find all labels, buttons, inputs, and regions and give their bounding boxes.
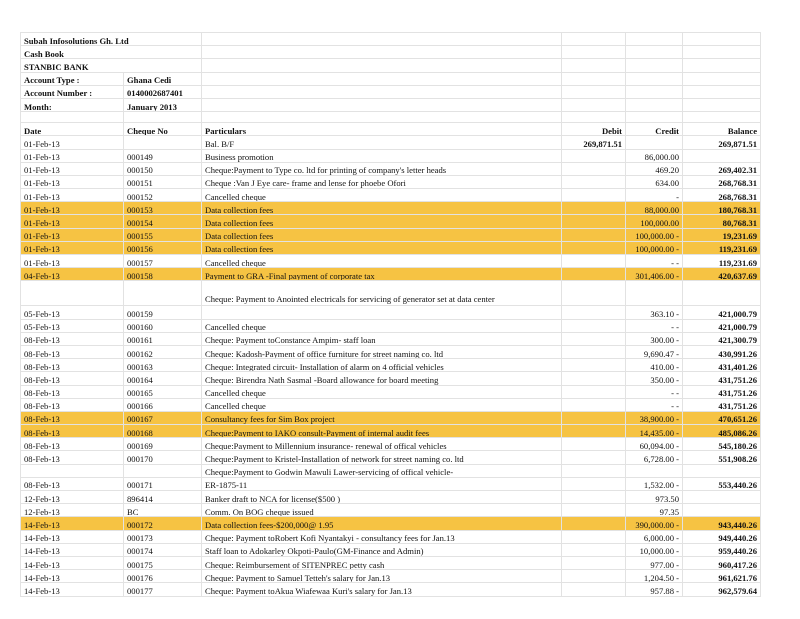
cell-balance: 180,768.31: [683, 202, 761, 215]
cell-particulars: Consultancy fees for Sim Box project: [202, 411, 562, 424]
cell-date: 14-Feb-13: [21, 530, 124, 543]
cell-date: 01-Feb-13: [21, 175, 124, 188]
table-row: [21, 556, 761, 569]
book-title: Cash Book: [21, 46, 202, 59]
cell-balance: 269,871.51: [683, 136, 761, 149]
table-row: [21, 583, 761, 596]
table-row: [21, 359, 761, 372]
table-row: [21, 438, 761, 451]
cell-cheque-no: 000162: [124, 345, 202, 358]
cell-cheque-no: 000149: [124, 149, 202, 162]
column-header-row: [21, 123, 761, 136]
cell-cheque-no: 000155: [124, 228, 202, 241]
cell-balance: 962,579.64: [683, 583, 761, 596]
cell-balance: 959,440.26: [683, 543, 761, 556]
table-row: [21, 255, 761, 268]
cell-date: 12-Feb-13: [21, 491, 124, 504]
cell-particulars: Data collection fees: [202, 202, 562, 215]
column-header-credit: Credit: [626, 123, 683, 136]
table-row: [21, 530, 761, 543]
cell-particulars: Cancelled cheque: [202, 385, 562, 398]
cell-date: 14-Feb-13: [21, 556, 124, 569]
cell-debit: [562, 570, 626, 583]
cell-debit: [562, 425, 626, 438]
cell-date: 01-Feb-13: [21, 162, 124, 175]
cell-date: 01-Feb-13: [21, 189, 124, 202]
cell-debit: [562, 359, 626, 372]
table-row: [21, 319, 761, 332]
cell-particulars: Cheque: Kadosh-Payment of office furniture for street naming co. ltd: [202, 345, 562, 358]
cell-debit: [562, 162, 626, 175]
cell-credit: 88,000.00: [626, 202, 683, 215]
cell-date: 05-Feb-13: [21, 306, 124, 319]
cell-balance: [683, 491, 761, 504]
cell-credit: [626, 464, 683, 477]
cell-credit: 100,000.00 -: [626, 241, 683, 254]
cell-credit: 350.00 -: [626, 372, 683, 385]
cell-credit: 6,000.00 -: [626, 530, 683, 543]
table-row: [21, 345, 761, 358]
cell-date: 08-Feb-13: [21, 451, 124, 464]
cell-cheque-no: 000169: [124, 438, 202, 451]
bank-name: STANBIC BANK: [21, 59, 202, 72]
cell-cheque-no: 000156: [124, 241, 202, 254]
account-number-label: Account Number :: [21, 85, 124, 98]
cell-particulars: Banker draft to NCA for license($500 ): [202, 491, 562, 504]
cell-particulars: Cheque:Payment to IAKO consult-Payment of internal audit fees: [202, 425, 562, 438]
cell-balance: [683, 281, 761, 306]
table-row: [21, 570, 761, 583]
cell-balance: 421,000.79: [683, 306, 761, 319]
cell-balance: 960,417.26: [683, 556, 761, 569]
cell-balance: 551,908.26: [683, 451, 761, 464]
cell-balance: 119,231.69: [683, 255, 761, 268]
cell-date: [21, 281, 124, 306]
cell-debit: [562, 345, 626, 358]
cell-particulars: Cheque: Payment toRobert Kofi Nyantakyi - consultancy fees for Jan.13: [202, 530, 562, 543]
cell-particulars: Cancelled cheque: [202, 398, 562, 411]
column-header-balance: Balance: [683, 123, 761, 136]
table-row: [21, 451, 761, 464]
cell-particulars: Staff loan to Adokarley Okpoti-Paulo(GM-Finance and Admin): [202, 543, 562, 556]
cell-debit: [562, 451, 626, 464]
cell-date: 08-Feb-13: [21, 425, 124, 438]
cell-balance: 470,651.26: [683, 411, 761, 424]
cell-debit: [562, 149, 626, 162]
cell-particulars: Cheque: Birendra Nath Sasmal -Board allowance for board meeting: [202, 372, 562, 385]
cell-credit: [626, 136, 683, 149]
cell-particulars: Payment to GRA -Final payment of corporate tax: [202, 268, 562, 281]
cell-date: 14-Feb-13: [21, 543, 124, 556]
column-header-debit: Debit: [562, 123, 626, 136]
cell-cheque-no: 000150: [124, 162, 202, 175]
cell-cheque-no: 000170: [124, 451, 202, 464]
column-header-particulars: Particulars: [202, 123, 562, 136]
cell-cheque-no: 000161: [124, 332, 202, 345]
cell-balance: [683, 504, 761, 517]
cell-credit: 97.35: [626, 504, 683, 517]
cell-cheque-no: 000172: [124, 517, 202, 530]
table-row: [21, 385, 761, 398]
table-row: [21, 425, 761, 438]
cell-particulars: Data collection fees: [202, 241, 562, 254]
cell-particulars: Cancelled cheque: [202, 189, 562, 202]
cash-book-table: [20, 32, 761, 597]
table-row: [21, 372, 761, 385]
cell-particulars: Cheque:Payment to Kristel-Installation of network for street naming co. ltd: [202, 451, 562, 464]
cell-particulars: ER-1875-11: [202, 477, 562, 490]
cell-cheque-no: 000151: [124, 175, 202, 188]
cell-credit: 634.00: [626, 175, 683, 188]
cell-credit: 977.00 -: [626, 556, 683, 569]
cell-balance: 420,637.69: [683, 268, 761, 281]
cell-debit: [562, 583, 626, 596]
cell-credit: 10,000.00 -: [626, 543, 683, 556]
cell-debit: [562, 332, 626, 345]
cell-balance: 19,231.69: [683, 228, 761, 241]
cell-credit: -: [626, 189, 683, 202]
cell-date: 08-Feb-13: [21, 332, 124, 345]
account-number-value: 0140002687401: [124, 85, 202, 98]
table-row: [21, 306, 761, 319]
cell-date: 01-Feb-13: [21, 255, 124, 268]
cell-credit: 1,532.00 -: [626, 477, 683, 490]
cell-balance: 430,991.26: [683, 345, 761, 358]
cell-cheque-no: 000163: [124, 359, 202, 372]
cell-date: 04-Feb-13: [21, 268, 124, 281]
table-row: [21, 136, 761, 149]
cell-balance: 268,768.31: [683, 175, 761, 188]
cell-particulars: Cheque:Payment to Godwin Mawuli Lawer-servicing of offical vehicle-: [202, 464, 562, 477]
cell-balance: 80,768.31: [683, 215, 761, 228]
cell-debit: [562, 385, 626, 398]
cell-cheque-no: 000171: [124, 477, 202, 490]
table-row: [21, 504, 761, 517]
cell-particulars: Data collection fees: [202, 228, 562, 241]
cell-date: 01-Feb-13: [21, 136, 124, 149]
cell-debit: [562, 241, 626, 254]
cell-date: 01-Feb-13: [21, 149, 124, 162]
cell-debit: [562, 228, 626, 241]
month-value: January 2013: [124, 98, 202, 111]
company-name: Subah Infosolutions Gh. Ltd: [21, 33, 202, 46]
cell-debit: [562, 438, 626, 451]
cell-balance: 553,440.26: [683, 477, 761, 490]
cell-debit: [562, 255, 626, 268]
table-row: [21, 477, 761, 490]
table-row: [21, 281, 761, 306]
cell-particulars: Cancelled cheque: [202, 255, 562, 268]
cell-debit: [562, 543, 626, 556]
cell-balance: 269,402.31: [683, 162, 761, 175]
cell-balance: [683, 149, 761, 162]
cell-date: 12-Feb-13: [21, 504, 124, 517]
cell-date: 01-Feb-13: [21, 202, 124, 215]
cell-debit: [562, 477, 626, 490]
cell-credit: 100,000.00: [626, 215, 683, 228]
cell-date: 01-Feb-13: [21, 215, 124, 228]
table-row: [21, 411, 761, 424]
cell-cheque-no: 000157: [124, 255, 202, 268]
cell-particulars: Cheque: Payment to Anointed electricals for servicing of generator set at data center: [202, 281, 562, 306]
month-label: Month:: [21, 98, 124, 111]
cell-date: 05-Feb-13: [21, 319, 124, 332]
cell-date: 08-Feb-13: [21, 411, 124, 424]
cell-credit: 38,900.00 -: [626, 411, 683, 424]
cell-particulars: Cheque: Payment toConstance Ampim- staff loan: [202, 332, 562, 345]
cell-particulars: Cheque: Integrated circuit- Installation of alarm on 4 official vehicles: [202, 359, 562, 372]
cell-cheque-no: 000167: [124, 411, 202, 424]
cell-balance: 961,621.76: [683, 570, 761, 583]
cell-debit: [562, 464, 626, 477]
cell-debit: 269,871.51: [562, 136, 626, 149]
cell-debit: [562, 319, 626, 332]
cell-cheque-no: 000174: [124, 543, 202, 556]
cell-debit: [562, 411, 626, 424]
cell-date: 08-Feb-13: [21, 398, 124, 411]
cell-date: 08-Feb-13: [21, 359, 124, 372]
cell-credit: 390,000.00 -: [626, 517, 683, 530]
table-row: [21, 398, 761, 411]
cell-debit: [562, 372, 626, 385]
cell-particulars: Cheque :Van J Eye care- frame and lense for phoebe Ofori: [202, 175, 562, 188]
cell-balance: [683, 464, 761, 477]
cell-credit: 469.20: [626, 162, 683, 175]
cell-credit: 957.88 -: [626, 583, 683, 596]
cell-cheque-no: 000177: [124, 583, 202, 596]
cell-credit: 86,000.00: [626, 149, 683, 162]
cell-balance: 431,751.26: [683, 398, 761, 411]
cell-debit: [562, 556, 626, 569]
cell-particulars: Cancelled cheque: [202, 319, 562, 332]
cell-credit: 1,204.50 -: [626, 570, 683, 583]
cell-credit: 973.50: [626, 491, 683, 504]
cell-cheque-no: 000164: [124, 372, 202, 385]
cash-book-sheet: [20, 32, 760, 597]
cell-credit: 60,094.00 -: [626, 438, 683, 451]
table-row: [21, 189, 761, 202]
cell-particulars: Data collection fees: [202, 215, 562, 228]
cell-particulars: [202, 306, 562, 319]
cell-cheque-no: 000168: [124, 425, 202, 438]
cell-cheque-no: [124, 136, 202, 149]
cell-debit: [562, 504, 626, 517]
cell-credit: 6,728.00 -: [626, 451, 683, 464]
cell-credit: [626, 281, 683, 306]
table-row: [21, 228, 761, 241]
cell-credit: 300.00 -: [626, 332, 683, 345]
account-type-value: Ghana Cedi: [124, 72, 202, 85]
cell-balance: 943,440.26: [683, 517, 761, 530]
cell-date: 08-Feb-13: [21, 477, 124, 490]
cell-credit: 363.10 -: [626, 306, 683, 319]
cell-debit: [562, 530, 626, 543]
cell-cheque-no: 896414: [124, 491, 202, 504]
cell-date: [21, 464, 124, 477]
cell-date: 08-Feb-13: [21, 438, 124, 451]
cell-credit: 301,406.00 -: [626, 268, 683, 281]
cell-balance: 949,440.26: [683, 530, 761, 543]
cell-cheque-no: 000176: [124, 570, 202, 583]
cell-debit: [562, 306, 626, 319]
cell-cheque-no: [124, 281, 202, 306]
cell-balance: 119,231.69: [683, 241, 761, 254]
cell-credit: - -: [626, 319, 683, 332]
table-row: [21, 268, 761, 281]
cell-date: 14-Feb-13: [21, 583, 124, 596]
cell-particulars: Cheque:Payment to Millennium insurance- renewal of offical vehicles: [202, 438, 562, 451]
cell-cheque-no: BC: [124, 504, 202, 517]
cell-particulars: Bal. B/F: [202, 136, 562, 149]
cell-cheque-no: 000152: [124, 189, 202, 202]
cell-date: 01-Feb-13: [21, 241, 124, 254]
table-row: [21, 162, 761, 175]
cell-cheque-no: [124, 464, 202, 477]
cell-balance: 431,401.26: [683, 359, 761, 372]
cell-cheque-no: 000175: [124, 556, 202, 569]
column-header-cheque: Cheque No: [124, 123, 202, 136]
table-row: [21, 241, 761, 254]
cell-credit: - -: [626, 385, 683, 398]
cell-debit: [562, 268, 626, 281]
cell-debit: [562, 517, 626, 530]
cell-debit: [562, 281, 626, 306]
cell-debit: [562, 189, 626, 202]
cell-particulars: Cheque:Payment to Type co. ltd for printing of company's letter heads: [202, 162, 562, 175]
table-row: [21, 202, 761, 215]
cell-debit: [562, 175, 626, 188]
cell-particulars: Business promotion: [202, 149, 562, 162]
column-header-date: Date: [21, 123, 124, 136]
cell-balance: 431,751.26: [683, 385, 761, 398]
cell-balance: 545,180.26: [683, 438, 761, 451]
cell-date: 08-Feb-13: [21, 385, 124, 398]
cell-particulars: Comm. On BOG cheque issued: [202, 504, 562, 517]
cell-credit: 100,000.00 -: [626, 228, 683, 241]
cell-date: 14-Feb-13: [21, 570, 124, 583]
table-row: [21, 215, 761, 228]
table-row: [21, 517, 761, 530]
cell-date: 08-Feb-13: [21, 345, 124, 358]
cell-particulars: Cheque: Reimbursement of SITENPREC petty cash: [202, 556, 562, 569]
cell-credit: 9,690.47 -: [626, 345, 683, 358]
cell-cheque-no: 000166: [124, 398, 202, 411]
cell-balance: 268,768.31: [683, 189, 761, 202]
cell-debit: [562, 215, 626, 228]
cell-balance: 431,751.26: [683, 372, 761, 385]
cell-balance: 485,086.26: [683, 425, 761, 438]
cell-credit: - -: [626, 255, 683, 268]
cell-credit: 14,435.00 -: [626, 425, 683, 438]
table-row: [21, 175, 761, 188]
cell-debit: [562, 398, 626, 411]
account-type-label: Account Type :: [21, 72, 124, 85]
cell-credit: - -: [626, 398, 683, 411]
cell-particulars: Cheque: Payment toAkua Wiafewaa Kuri's salary for Jan.13: [202, 583, 562, 596]
cell-balance: 421,300.79: [683, 332, 761, 345]
cell-cheque-no: 000173: [124, 530, 202, 543]
cell-date: 14-Feb-13: [21, 517, 124, 530]
cell-credit: 410.00 -: [626, 359, 683, 372]
cell-cheque-no: 000159: [124, 306, 202, 319]
table-row: [21, 491, 761, 504]
cell-cheque-no: 000165: [124, 385, 202, 398]
table-row: [21, 149, 761, 162]
cell-cheque-no: 000154: [124, 215, 202, 228]
cell-cheque-no: 000158: [124, 268, 202, 281]
cell-debit: [562, 491, 626, 504]
cell-date: 01-Feb-13: [21, 228, 124, 241]
cell-particulars: Cheque: Payment to Samuel Tetteh's salary for Jan.13: [202, 570, 562, 583]
cell-debit: [562, 202, 626, 215]
table-row: [21, 332, 761, 345]
cell-cheque-no: 000153: [124, 202, 202, 215]
cell-cheque-no: 000160: [124, 319, 202, 332]
table-row: [21, 464, 761, 477]
cell-date: 08-Feb-13: [21, 372, 124, 385]
cell-balance: 421,000.79: [683, 319, 761, 332]
cell-particulars: Data collection fees-$200,000@ 1.95: [202, 517, 562, 530]
table-row: [21, 543, 761, 556]
